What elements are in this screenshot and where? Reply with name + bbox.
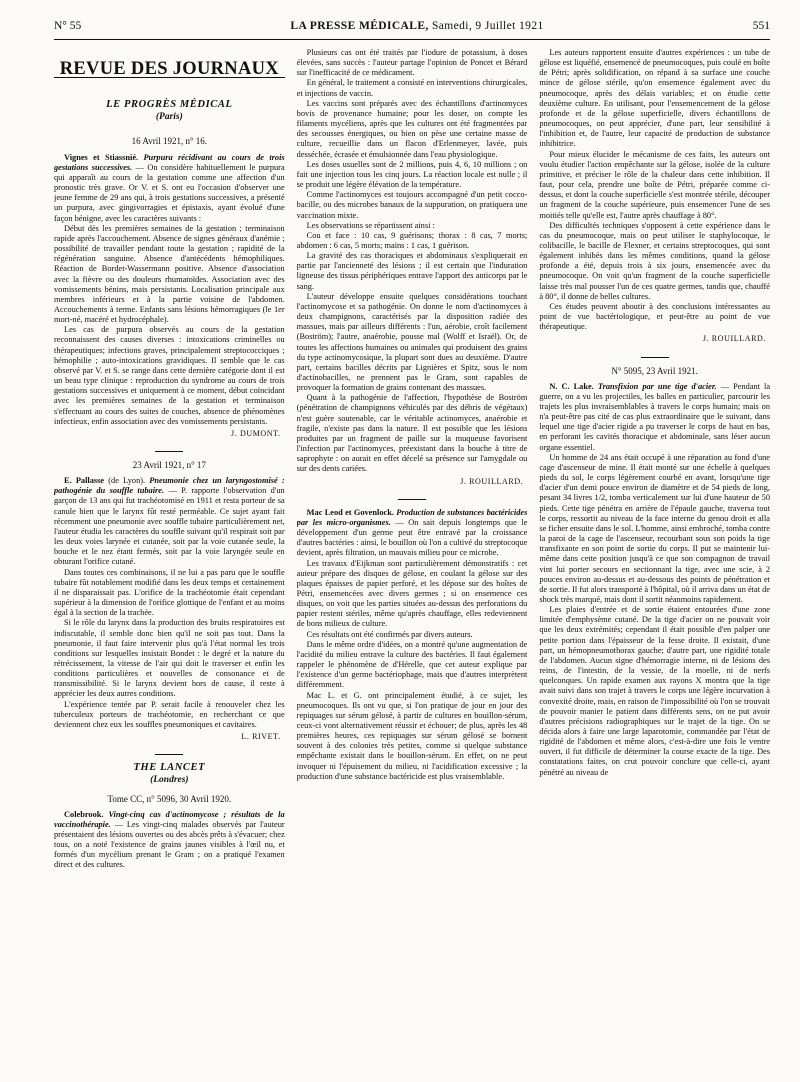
article-title: Purpura récidivant au cours de trois gestations successives. <box>54 152 285 172</box>
article-paragraph: Des difficultés techniques s'opposent à cette expérience dans le cas du pneumocoque, mais on peut utiliser le staphylocoque, le colibacille, le bacille de Flexner, et certains streptocoques, qui sont également inhibés dans les mêmes conditions, quand la gélose profonde a été, depuis trois à six jours, ensemencée avec du pneumocoque. On voit qu'un fragment de la couche superficielle laisse très mal pousser l'un de ces quatre germes, tandis que, chauffé à 80°, il donne de belles cultures. <box>539 220 771 301</box>
article-paragraph: Les doses usuelles sont de 2 millions, puis 4, 6, 10 millions ; on fait une injection tous les cinq jours. La réaction locale est nulle ; il se produit une légère élévation de la température. <box>296 159 528 190</box>
issue-line: 23 Avril 1921, n° 17 <box>132 460 206 470</box>
column-1 <box>54 48 285 1076</box>
article-paragraph: Un homme de 24 ans était occupé à une réparation au fond d'une cage d'ascenseur de mine. Il était monté sur une échelle à quelques pieds du sol, le corps légèrement courbé en avant, lorsqu'une tige d'acier d'un demi pouce environ de diamètre et de 54 pieds de long, pesant 34 livres 1/2, tomba verticalement sur lui d'une hauteur de 50 pieds. Cette tige pénétra en arrière de l'épaule gauche, traversa tout le corps, ressortit au niveau de la face interne du genou droit et alla se ficher ensuite dans le sol. L'homme, ainsi embroché, tomba contre la paroi de la cage de l'ascenseur, recourbant sous son poids la tige transfixante en son point de sortie du corps. Il put se maintenir lui-même dans cette position jusqu'à ce que son compagnon de travail vint lui porter secours en sectionnant la tige, avec une scie, à 2 pouces environ au-dessus et au-dessous des points de pénétration et de sortie. Il fut alors transporté à l'hôpital, où il arriva dans un état de shock très marqué, mais dont il sortit néanmoins rapidement. <box>539 452 771 604</box>
article-paragraph: Les auteurs rapportent ensuite d'autres expériences : un tube de gélose est liquéfié, ensemencé de pneumocoques, puis coulé en boîte de Pétri; après solidification, on répand à sa surface une couche mince de gélose stérile, qu'on ensemence également avec du pneumocoque, après des délais variables; et on étudie cette deuxième culture. En utilisant, pour l'ensemencement de la gélose profonde et de la gélose superficielle, divers échantillons de pneumocoques, on peut apprécier, d'une part, leur sensibilité à l'inhibition et, de l'autre, leur capacité de production de substance inhibitrice. <box>539 48 771 149</box>
issue-line: N° 5095, 23 Avril 1921. <box>611 365 698 376</box>
article-paragraph: Quant à la pathogénie de l'affection, l'hypothèse de Boström (pénétration de champignons véhiculés par des débris de végétaux) n'est guère soutenable, car le véritable actinomyces, anaérobie et fragile, n'existe pas dans la nature. Il est possible que les lésions produites par un fragment de paille sur la muqueuse favorisent l'infection par l'actinomyces, préexistant dans la bouche à titre de saprophyte : on aurait en effet décelé sa présence sur l'amygdale ou sur des dents cariées. <box>296 393 528 474</box>
section-divider <box>155 754 183 755</box>
article-paragraph: L'auteur développe ensuite quelques considérations touchant l'actinomycose et sa pathogénie. On donne le nom d'actinomyces à deux champignons, caractérisés par la disposition radiée des massues, mais par ailleurs différents : l'un, aérobie, croît facilement (Boström); l'autre, anaérobie, pousse mal (Wolff et Israël). Or, de toutes les affections humaines ou animales qui produisent des grains du type actinomycosique, la plupart sont dues au deuxième. D'autre part, certains bacilles décrits par Lignières et Spitz, sous le nom d'actinobacilles, ne prennent pas le Gram, sont capables de provoquer la formation de grains contenant des massues. <box>296 291 528 393</box>
page-number-right: 551 <box>752 20 770 32</box>
article-authors: Vignes et Stiassnié. <box>64 152 139 162</box>
journal-title: THE LANCET <box>133 762 206 774</box>
article-text: — P. rapporte l'observation d'un garçon de 13 ans qui fut trachéotomisé en 1911 et resta porteur de sa canule bien que le larynx fût resté perméable. Ce sujet ayant fait récemment une pneumonie avec souffle tubaire particulièrement net, l'auteur étudia les caractères du souffle suivant qu'il respirait soit par les deux voies larynée et cutanée, soit par la voie cutanée seule, la bouche et le nez étant fermés, soit par la voie laryngée seule en obturant l'orifice cutané. <box>54 486 285 567</box>
article-paragraph: Les observations se répartissent ainsi : <box>306 220 435 230</box>
article-title: Production de substances bactéricides par les micro-organismes. <box>296 507 528 527</box>
article-authors: Mac Leod et Govenlock. <box>306 507 394 517</box>
article-paragraph: Les cas de purpura observés au cours de la gestation reconnaissent des causes diverses : intoxications criminelles ou thérapeutiques; infections graves, principalement streptococciques ; hémophilie ; auto-intoxications gravidiques. Il semble que le cas observé par V. et S. se range dans cette dernière catégorie dont il est un beau type clinique : reproduction du syndrome au cours de trois gestations successives et uniquement à ce moment, début coïncidant avec les premières semaines de la gestation et terminaison s'effectuant au cours des suites de couches, absence de phénomènes infectieux, enfin association avec des vomissements persistants. <box>54 325 285 426</box>
article-paragraph: La gravité des cas thoraciques et abdominaux s'expliquerait en partie par l'ancienneté des lésions ; il est certain que l'induration ligneuse des tissus périphériques entrave l'apport des anticorps par le sang. <box>296 251 528 291</box>
article-paragraph <box>54 476 285 567</box>
article-signature: J. ROUILLARD. <box>702 334 767 344</box>
article-title: Pneumonie chez un laryngostomisé : pathogénie du souffle tubaire. <box>54 476 285 496</box>
page-number-left: N° 55 <box>54 20 82 32</box>
article-paragraph: Pour mieux élucider le mécanisme de ces faits, les auteurs ont voulu étudier l'action empêchante sur la gélose, isolée de la culture primitive, et préciser le rôle de la chaleur dans cette inhibition. Il faut, pour cela, prendre une boîte de Pétri, préparée comme ci-dessus, et dont la couche superficielle s'est montrée stérile, découper un fragment de la couche supérieure, puis ensemencer l'une de ses moitiés telle qu'elle est, l'autre après chauffage à 80°. <box>539 149 771 220</box>
article-signature: J. ROUILLARD. <box>460 476 524 486</box>
article-paragraph: En général, le traitement a consisté en interventions chirurgicales, et injections de vaccin. <box>296 78 528 98</box>
section-divider <box>155 451 183 452</box>
journal-header <box>290 20 543 32</box>
article-text: — Pendant la guerre, on a vu les projectiles, les balles en particulier, parcourir les trajets les plus invraisemblables à travers le corps humain; mais on n'a peut-être pas cité de cas plus extraordinaire que le suivant, dans lequel une tige d'acier rigide a pu traverser le corps de haut en bas, en perforant les cavités thoracique et abdominale, sans léser aucun organe essentiel. <box>539 381 771 452</box>
article-paragraph: Si le rôle du larynx dans la production des bruits respiratoires est indiscutable, il semble donc bien qu'il ne soit pas tout. Dans la pneumonie, il faut faire intervenir plus qu'à l'état normal les trois conditions sur lesquelles insistait Bondet : le degré et la nature du rétrécissement, la vitesse de l'air qui doit le traverser et enfin les conditions particulières et nouvelles de consonance et de transmissibilité. Si le larynx devient hors de cause, il reste à apprécier les deux autres conditions. <box>54 618 285 699</box>
article-paragraph: Les plaies d'entrée et de sortie étaient entourées d'une zone limitée d'emphysème cutané. De la tige d'acier on ne pouvait voir que les deux extrémités; cependant il était possible d'en palper une petite portion dans l'épaisseur de la fesse droite. Il existait, d'une part, un hémopneumothorax gauche; d'autre part, une rigidité totale de l'abdomen. Aucun signe d'hémorragie interne, ni de lésions des reins, de l'intestin, de la vessie, de la moelle, ni de nerfs quelconques. Un rapide examen aux rayons X montra que la tige avait suivi dans son trajet à travers le corps une légère incurvation à convexité droite, mais, en raison de l'impossibilité où l'on se trouvait de pouvoir manier le patient dans différents sens, on ne put avoir d'autres précisions radiographiques sur le trajet de la tige. On se décida alors à faire une large laparotomie, commandée par l'état de rigidité de l'abdomen et même alors, c'est-à-dire une fois le ventre ouvert, il fut difficile de déterminer la course exacte de la tige. Des constatations faites, on crut pouvoir conclure que celle-ci, ayant pénétré au niveau de <box>539 605 771 777</box>
article-paragraph: Début dès les premières semaines de la gestation ; terminaison rapide après l'accouchement. Absence de signes généraux d'anémie ; possibilité de travailler pendant toute la gestation ; rapidité de la régénération sanguine. Absence d'antécédents hémophiliques. Réaction de Bordet-Wassermann positive. Absence d'association avec la fièvre ou des douleurs rhumatoïdes. Association avec des vomissements bénins, mais persistants. Localisation principale aux membres inférieurs et à la partie voisine de l'abdomen. Accouchements à terme. Enfants sans lésions hémorragiques (le 1er mort-né, macéré et hydrocéphale). <box>54 223 285 325</box>
header-rule <box>54 39 770 40</box>
section-divider <box>641 357 669 358</box>
text-columns <box>54 48 770 1076</box>
article-paragraph: Ces résultats ont été confirmés par divers auteurs. <box>306 629 473 639</box>
article-location: (de Lyon). <box>108 476 146 486</box>
article-paragraph <box>54 810 285 871</box>
article-paragraph: Dans toutes ces combinaisons, il ne lui a pas paru que le souffle tubaire fût notablement modifié dans les deux temps et certainement il ne disparaissait pas. L'orifice de la trachéotomie était cependant supérieur à la dimension de l'orifice glottique de l'enfant et au moins égal à la section de la trachée. <box>54 567 285 618</box>
article-paragraph: L'expérience tentée par P. serait facile à renouveler chez les tuberculeux porteurs de trachéotomie, en recherchant ce que deviennent chez eux les souffles pneumoniques et cavitaires. <box>54 699 285 729</box>
article-paragraph: Ces études peuvent aboutir à des conclusions intéressantes au point de vue bactériologique, et peut-être au point de vue thérapeutique. <box>539 301 771 332</box>
column-3 <box>539 48 770 1076</box>
issue-line: Tome CC, n° 5096, 30 Avril 1920. <box>107 793 232 804</box>
issue-line: 16 Avril 1921, n° 16. <box>131 136 208 147</box>
journal-name: LA PRESSE MÉDICALE, <box>290 20 429 32</box>
article-paragraph: Mac L. et G. ont principalement étudié, à ce sujet, les pneumocoques. Ils ont vu que, si l'on pratique de jour en jour des repiquages sur sérum gélosé, à partir de cultures en bouillon-sérum, ceux-ci vont alternativement réussir et échouer; de plus, après les 48 premières heures, ces repiquages sur sérum gélosé se bornent souvent à des colonies très petites, comme si quelque substance empêchante existait dans le bouillon-sérum. En effet, on ne peut invoquer ni l'épuisement du milieu, ni l'acidification excessive ; la production d'une substance bactéricide est plus vraisemblable. <box>296 690 528 781</box>
article-title: Vingt-cinq cas d'actinomycose ; résultats de la vaccinothérapie. <box>54 809 285 829</box>
article-paragraph: Dans le même ordre d'idées, on a montré qu'une augmentation de l'acidité du milieu entrave la culture des bactéries. Il faut également rappeler le phénomène de d'Hérelle, que cet auteur explique par l'existence d'un germe bactériophage, mais que d'autres interprètent différemment. <box>296 639 528 690</box>
article-paragraph: Les travaux d'Eijkman sont particulièrement démonstratifs : cet auteur prépare des disques de gélose, en coulant la gélose sur des plaques épaisses de papier perforé, et les dépose sur des boîtes de Pétri, ensemencées avec divers germes ; si on ensemence ces disques, on voit que les parties situées au-dessus des perforations du papier restent stériles, même qu'après chauffage, elles redeviennent de bons milieux de culture. <box>296 558 528 629</box>
journal-city: (Paris) <box>155 112 183 123</box>
column-2 <box>297 48 528 1076</box>
journal-title: LE PROGRÈS MÉDICAL <box>106 99 233 111</box>
running-header <box>54 20 770 36</box>
article-authors: Colebrook. <box>64 809 104 819</box>
article-paragraph: Cou et face : 10 cas, 9 guérisons; thorax : 8 cas, 7 morts; abdomen : 6 cas, 5 morts; mains : 1 cas, 1 guérison. <box>296 230 528 250</box>
article-text: — On considère habituellement le purpura qui apparaît au cours de la gestation comme une affection d'un pronostic très grave. Or V. et S. ont eu l'occasion d'observer une jeune femme de 29 ans qui, à trois gestations successives, a présenté un purpura, avec gingivorragies et épistaxis, ayant évolué d'une façon bénigne, avec les caractères suivants : <box>54 162 285 223</box>
article-authors: E. Pallasse <box>64 476 105 486</box>
article-text: — Les vingt-cinq malades observés par l'auteur présentaient des lésions ouvertes ou des abcès prêts à s'évacuer; chez tous, on a noté l'existence de grains jaunes visibles à l'œil nu, et formés d'un mycélium prenant le Gram ; on a pratiqué l'examen direct et des cultures. <box>54 819 285 870</box>
article-signature: L. RIVET. <box>241 732 281 742</box>
article-authors: N. C. Lake. <box>549 381 594 391</box>
section-divider <box>398 499 426 500</box>
article-paragraph: Plusieurs cas ont été traités par l'iodure de potassium, à doses élevées, sans succès : l'auteur partage l'opinion de Poncet et Bérard sur l'inefficacité de ce médicament. <box>296 48 528 78</box>
article-paragraph <box>539 382 770 453</box>
issue-date: Samedi, 9 Juillet 1921 <box>431 20 544 32</box>
article-paragraph <box>54 153 285 224</box>
article-text: — On sait depuis longtemps que le développement d'un germe peut être entravé par la croissance d'autres bactéries : ainsi, le bouillon où l'on a cultivé du streptocoque devient, après filtration, un mauvais milieu pour ce microbe. <box>296 517 528 558</box>
article-signature: J. DUMONT. <box>231 428 281 438</box>
article-paragraph: Les vaccins sont préparés avec des échantillons d'actinomyces bovis de provenance humaine; pour les doser, on compte les filaments mycéliens, après que les cultures ont été fragmentées par des secousses énergiques, ou bien on pèse une certaine masse de culture, recueillie dans un flacon d'Erlenmeyer, lavée, puis desséchée, écrasée et émulsionnée dans l'eau physiologique. <box>296 98 528 159</box>
journal-city: (Londres) <box>150 775 189 786</box>
article-paragraph <box>297 508 528 559</box>
rubric-title: REVUE DES JOURNAUX <box>54 64 285 78</box>
article-title: Transfixion par une tige d'acier. <box>597 381 717 391</box>
article-paragraph: Comme l'actinomyces est toujours accompagné d'un petit cocco-bacille, ou des microbes banaux de la suppuration, on pratiquera une vaccination mixte. <box>296 190 528 220</box>
